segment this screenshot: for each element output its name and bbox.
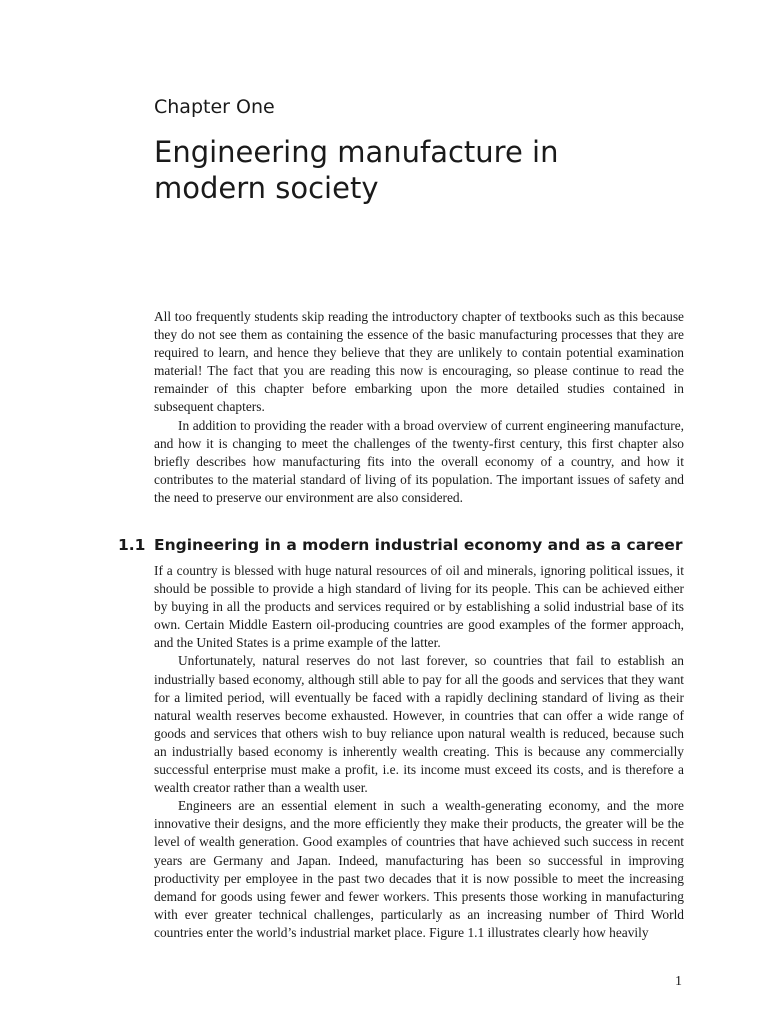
- section-paragraph: If a country is blessed with huge natural resources of oil and minerals, ignoring political issues, it should be possible to provide a high standard of living for its people. This can be achieved either by buying in all the products and services required or by establishing a solid industrial base of its own. Certain Middle Eastern oil-producing countries are good examples of the former approach, and the United States is a prime example of the latter.: [154, 563, 684, 651]
- chapter-label: Chapter One: [154, 96, 275, 118]
- section-body: [154, 562, 684, 942]
- section-paragraph: Engineers are an essential element in such a wealth-generating economy, and the more innovative their designs, and the more efficiently they make their products, the greater will be the level of wealth generation. Good examples of countries that have achieved such success in recent years are Germany and Japan. Indeed, manufacturing has been so successful in improving productivity per employee in the past two decades that it is now possible to meet the increasing demand for goods using fewer and fewer workers. This presents those working in manufacturing with ever greater technical challenges, particularly as an increasing number of Third World countries enter the world’s industrial market place. Figure 1.1 illustrates clearly how heavily: [154, 798, 684, 940]
- intro-paragraph: All too frequently students skip reading the introductory chapter of textbooks such as this because they do not see them as containing the essence of the basic manufacturing processes that they are required to learn, and hence they believe that they are unlikely to contain potential examination material! The fact that you are reading this now is encouraging, so please continue to read the remainder of this chapter before embarking upon the more detailed studies contained in subsequent chapters.: [154, 309, 684, 415]
- page-number: 1: [675, 974, 682, 989]
- section-paragraph: Unfortunately, natural reserves do not last forever, so countries that fail to establish an industrially based economy, although still able to pay for all the goods and services that they want for a limited period, will eventually be faced with a rapidly declining standard of living as their natural wealth reserves become exhausted. However, in countries that can offer a wide range of goods and services that others wish to buy reliance upon natural wealth is reduced, because such an industrially based economy is inherently wealth creating. This is because any commercially successful enterprise must make a profit, i.e. its income must exceed its costs, and is therefore a wealth creator rather than a wealth user.: [154, 653, 684, 796]
- section-title: Engineering in a modern industrial economy and as a career: [154, 536, 683, 554]
- section-number: 1.1: [118, 536, 146, 554]
- chapter-title: Engineering manufacture in modern society: [154, 135, 559, 205]
- intro-paragraph: In addition to providing the reader with a broad overview of current engineering manufacture, and how it is changing to meet the challenges of the twenty-first century, this first chapter also briefly describes how manufacturing fits into the overall economy of a country, and how it contributes to the material standard of living of its population. The important issues of safety and the need to preserve our environment are also considered.: [154, 417, 684, 505]
- section-heading: [118, 536, 698, 554]
- intro-text: [154, 308, 684, 507]
